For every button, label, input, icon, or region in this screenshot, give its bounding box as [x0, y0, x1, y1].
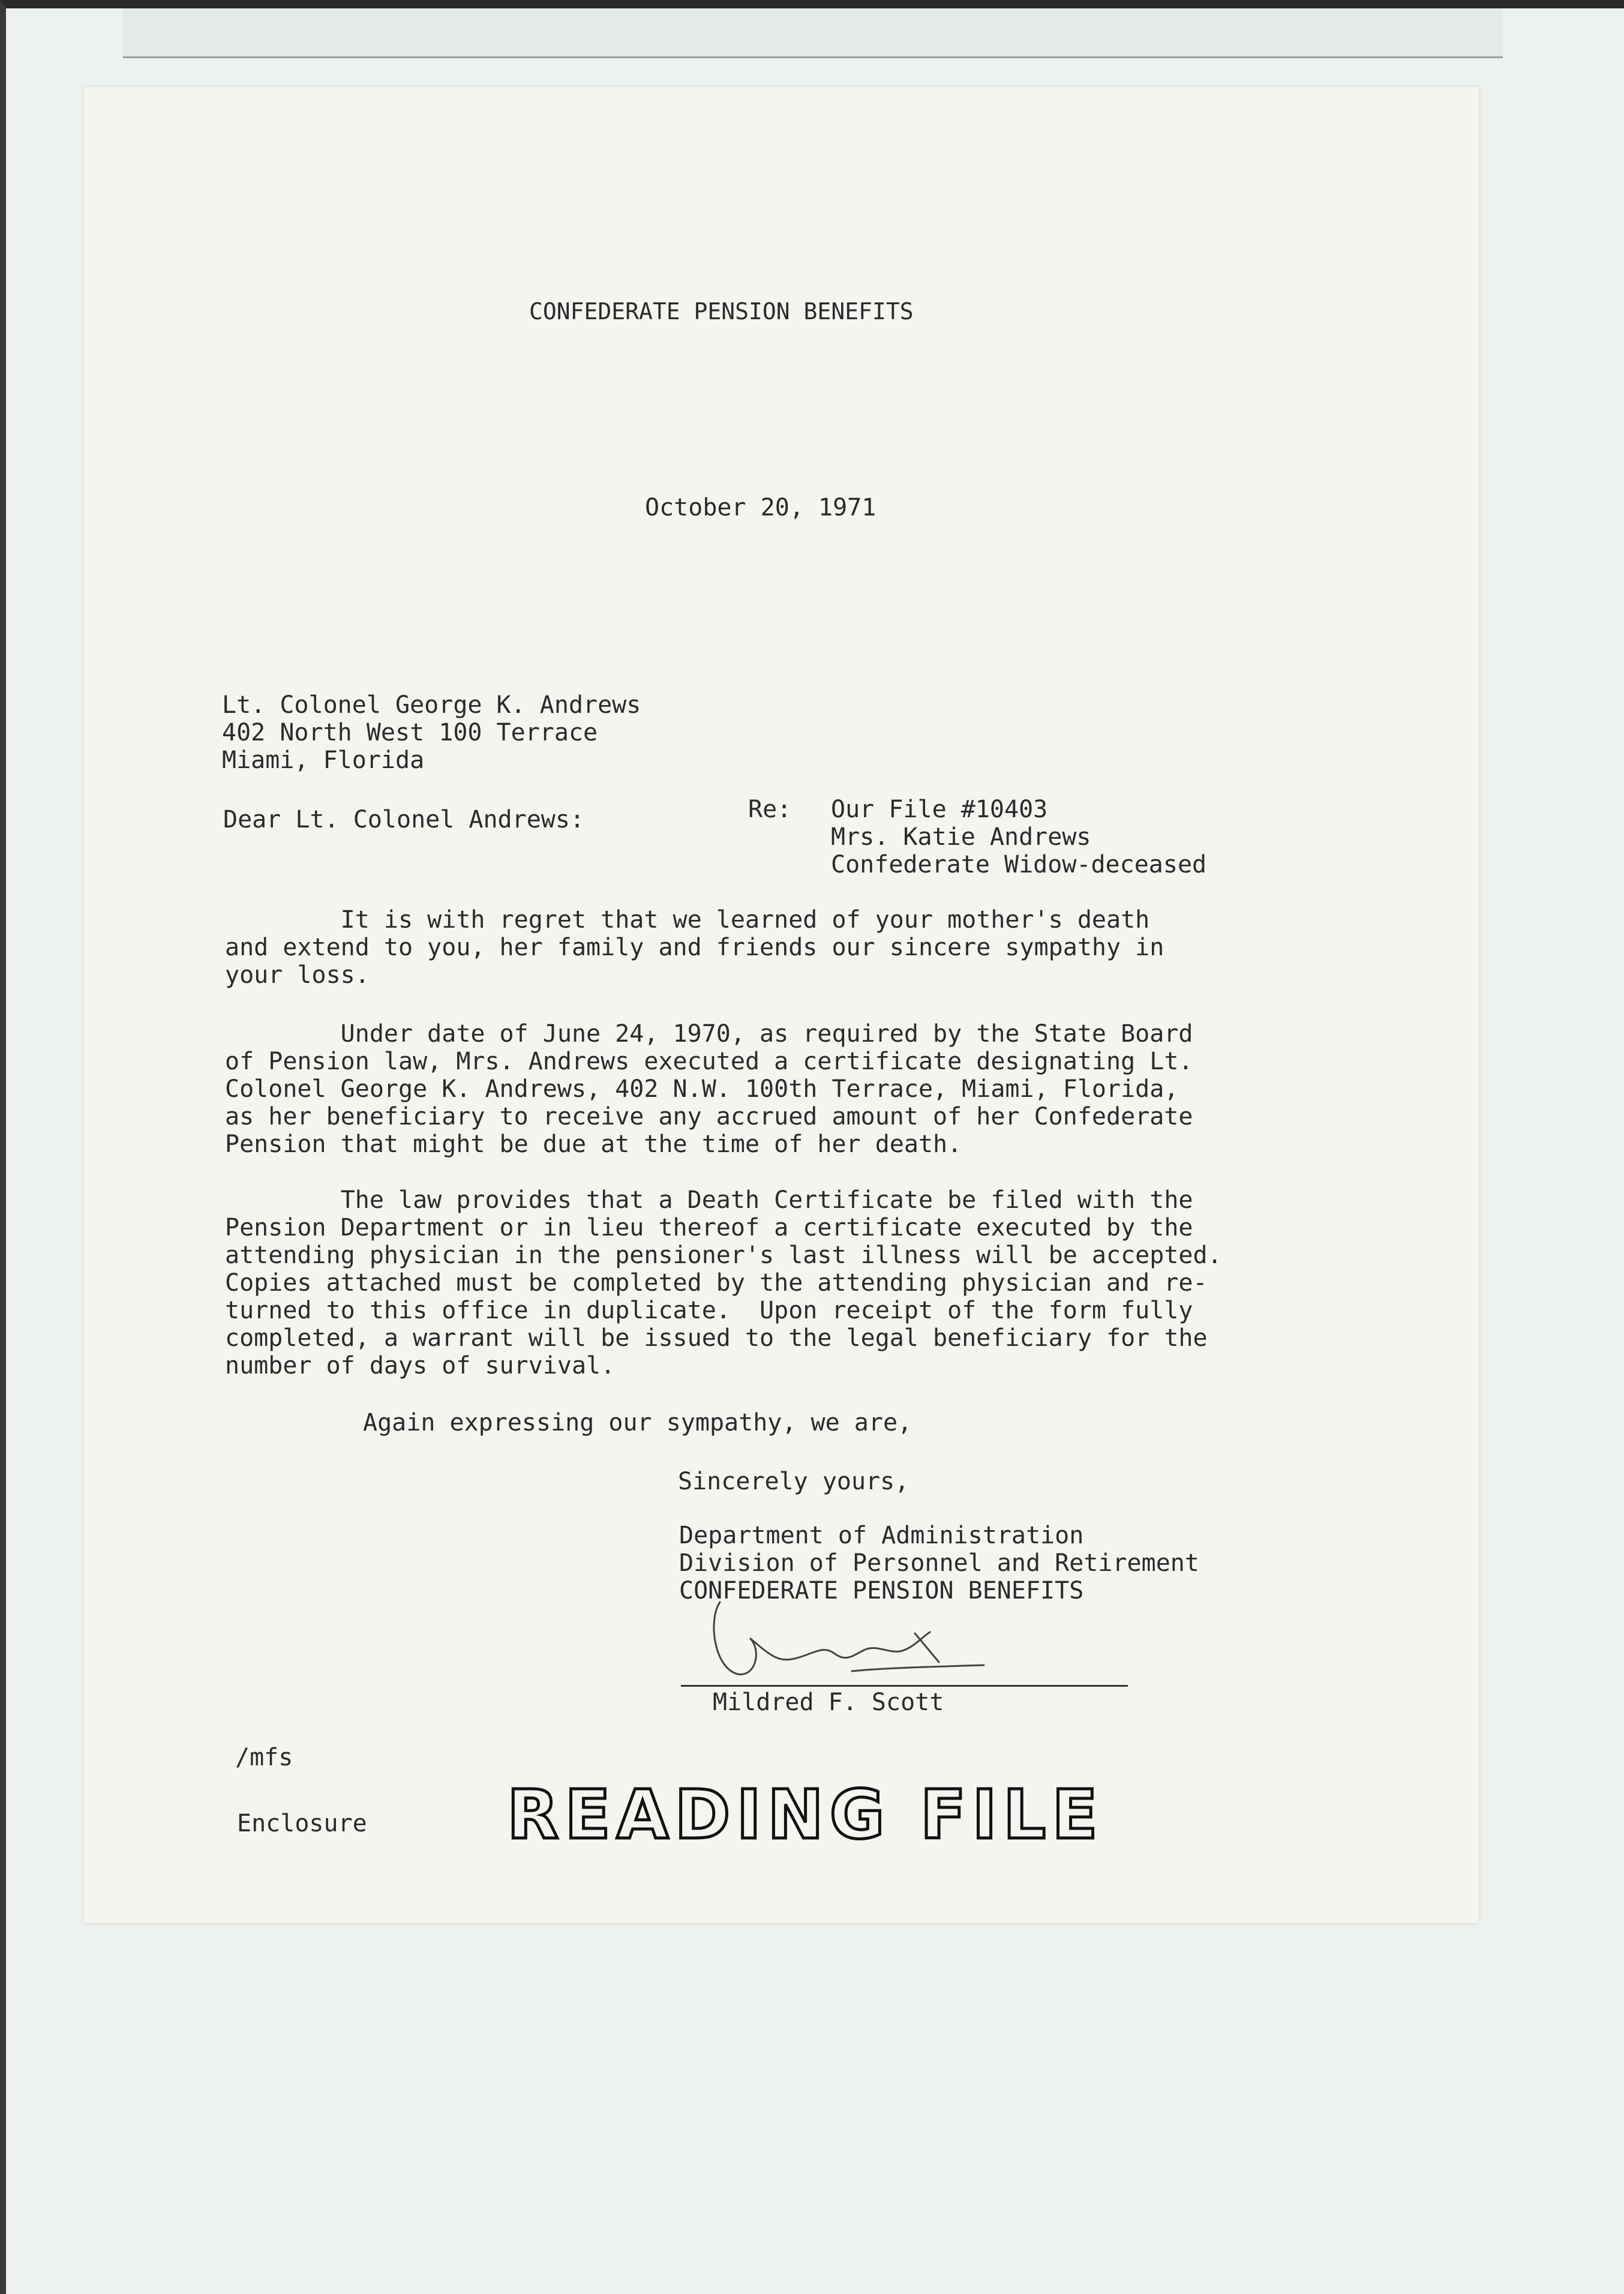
letter-date: October 20, 1971 — [645, 494, 876, 521]
reading-file-stamp: READING FILE — [507, 1776, 1104, 1854]
address-line: Miami, Florida — [222, 746, 425, 774]
scan-top-strip — [123, 8, 1503, 58]
department-line: Department of Administration — [679, 1522, 1084, 1549]
division-line: Division of Personnel and Retirement — [679, 1549, 1199, 1577]
re-line: Our File #10403 — [831, 796, 1048, 823]
complimentary-close: Sincerely yours, — [678, 1468, 909, 1495]
paragraph-condolence: It is with regret that we learned of your mother's death and extend to you, her family and friends our sincere sympathy in your loss. — [225, 906, 1164, 989]
paragraph-death-certificate: The law provides that a Death Certificate be filed with the Pension Department or in lieu thereof a certificate executed by the attending physician in the pensioner's last illness will be accepted. Copies attached must be completed by the attending physician and re- turned to this office in duplicate. Upon receipt of the form fully completed, a warrant will be issued to the legal beneficiary for the number of days of survival. — [225, 1186, 1222, 1380]
salutation: Dear Lt. Colonel Andrews: — [223, 806, 585, 833]
paragraph-beneficiary: Under date of June 24, 1970, as required by the State Board of Pension law, Mrs. Andrews executed a certificate designating Lt. Colonel George K. Andrews, 402 N.W. 100th Terrace, Miami, Florida, as her beneficiary to receive any accrued amount of her Confederate Pension that might be due at the time of her death. — [225, 1020, 1193, 1158]
enclosure-note: Enclosure — [237, 1810, 367, 1837]
signature-line — [681, 1685, 1128, 1687]
typist-initials: /mfs — [235, 1744, 293, 1771]
address-line: Lt. Colonel George K. Andrews — [222, 691, 641, 719]
letter-heading: CONFEDERATE PENSION BENEFITS — [529, 298, 914, 325]
signer-name: Mildred F. Scott — [713, 1689, 944, 1716]
re-line: Confederate Widow-deceased — [831, 851, 1207, 878]
closing-line: Again expressing our sympathy, we are, — [363, 1409, 912, 1437]
office-line: CONFEDERATE PENSION BENEFITS — [679, 1577, 1084, 1605]
re-line: Mrs. Katie Andrews — [831, 823, 1091, 851]
handwritten-signature — [672, 1596, 1008, 1692]
address-line: 402 North West 100 Terrace — [222, 719, 598, 746]
re-label: Re: — [748, 796, 792, 823]
